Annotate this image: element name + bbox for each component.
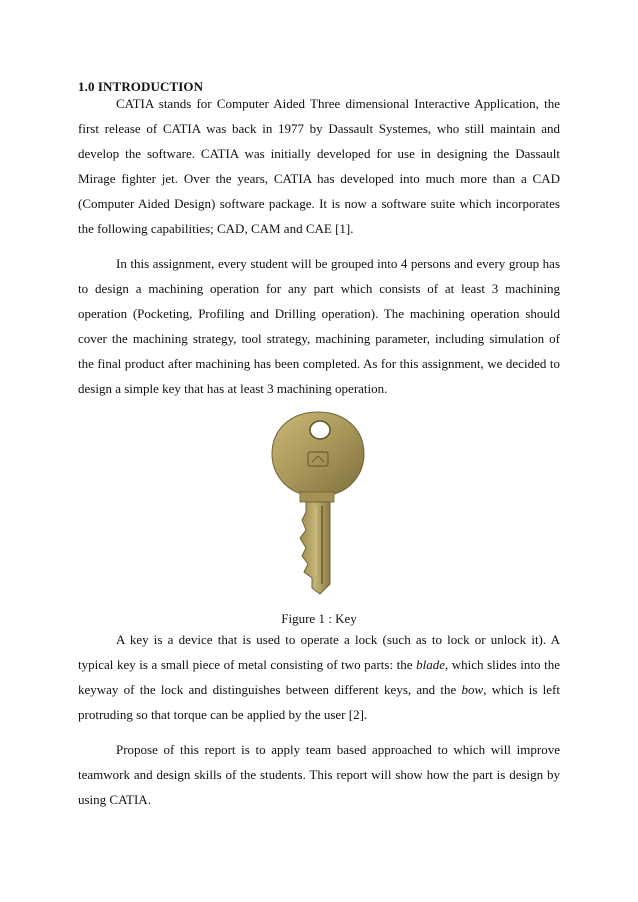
key-photo-icon xyxy=(258,408,378,598)
emphasis-blade: blade xyxy=(416,657,445,672)
text-segment: A key is a device that is used to operate a lock (such as to lock or unlock it). A typical key is a small piece of metal consisting of two parts: the xyxy=(78,632,560,672)
figure-caption: Figure 1 : Key xyxy=(281,611,357,626)
intro-paragraph: CATIA stands for Computer Aided Three dimensional Interactive Application, the first release of CATIA was back in 1977 by Dassault Systemes, who still maintain and develop the software. CATIA was initially developed for use in designing the Dassault Mirage fighter jet. Over the years, CATIA has developed into much more than a CAD (Computer Aided Design) software package. It is now a software suite which incorporates the following capabilities; CAD, CAM and CAE [1]. xyxy=(78,96,560,236)
key-definition-paragraph xyxy=(78,627,560,727)
section-heading: 1.0 INTRODUCTION xyxy=(78,79,204,94)
purpose-paragraph: Propose of this report is to apply team based approached to which will improve teamwork and design skills of the students. This report will show how the part is design by using CATIA. xyxy=(78,742,560,807)
text-segment: , which is left protruding so that torque can be applied by the user [2]. xyxy=(78,682,560,722)
emphasis-bow: bow xyxy=(461,682,484,697)
assignment-paragraph: In this assignment, every student will be grouped into 4 persons and every group has to design a machining operation for any part which consists of at least 3 machining operation (Pocketing, Profiling and Drilling operation). The machining operation should cover the machining strategy, tool strategy, machining parameter, including simulation of the final product after machining has been completed. As for this assignment, we decided to design a simple key that has at least 3 machining operation. xyxy=(78,256,560,396)
text-segment: , which slides into the keyway of the lock and distinguishes between different keys, and the xyxy=(78,657,560,697)
